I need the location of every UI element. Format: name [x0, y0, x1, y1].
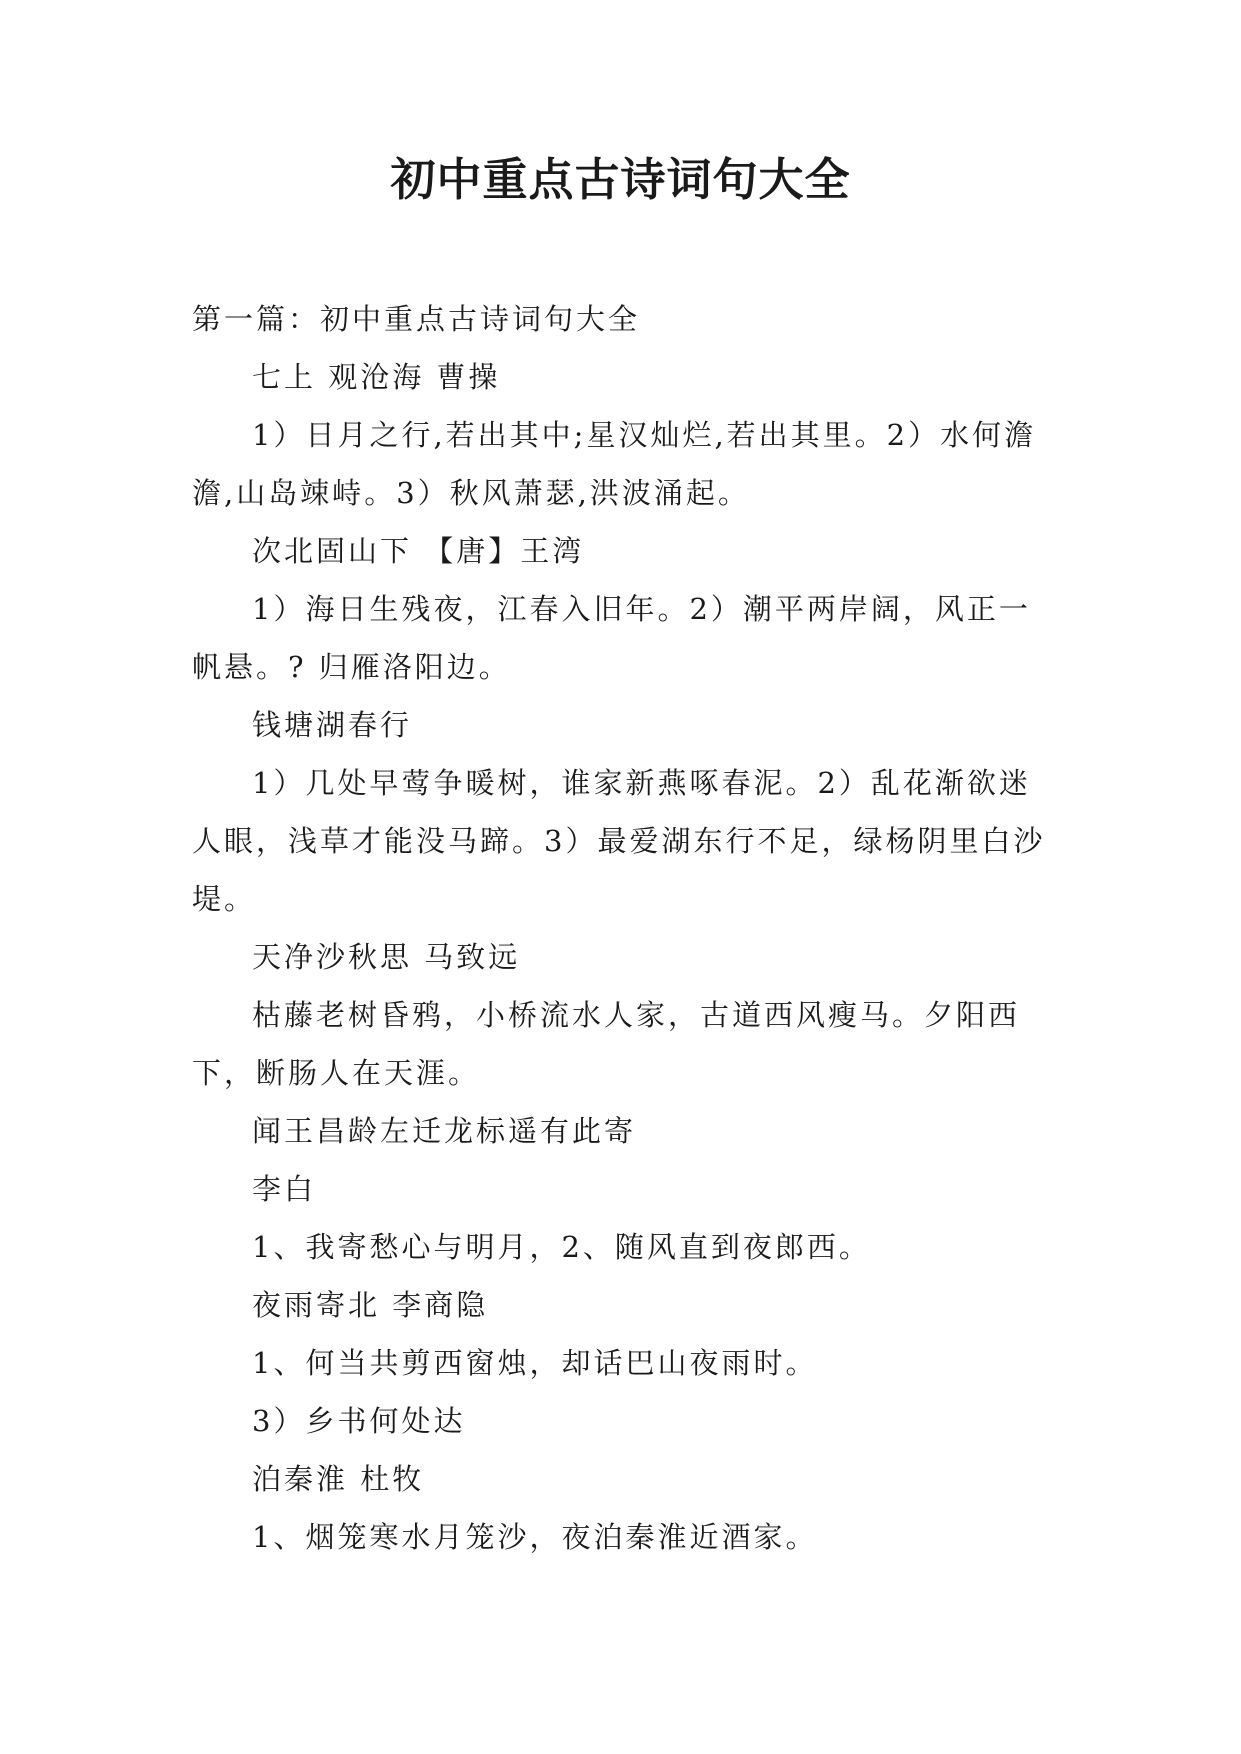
document-title: 初中重点古诗词句大全	[390, 153, 851, 206]
poem-lines: 1、烟笼寒水月笼沙，夜泊秦淮近酒家。	[252, 1520, 818, 1554]
poem-lines: 枯藤老树昏鸦，小桥流水人家，古道西风瘦马。夕阳西下，断肠人在天涯。	[192, 998, 1021, 1090]
poem-author: 李白	[252, 1172, 317, 1206]
poem-title: 闻王昌龄左迁龙标遥有此寄	[252, 1114, 637, 1148]
poem-lines: 1）日月之行,若出其中;星汉灿烂,若出其里。2）水何澹澹,山岛竦峙。3）秋风萧瑟,洪波涌起。	[192, 418, 1037, 510]
poem-lines: 1）海日生残夜，江春入旧年。2）潮平两岸阔，风正一帆悬。? 归雁洛阳边。	[192, 592, 1031, 684]
section-heading: 第一篇：初中重点古诗词句大全	[192, 302, 641, 336]
poem-lines: 1、何当共剪西窗烛，却话巴山夜雨时。	[252, 1346, 818, 1380]
poem-lines: 3）乡书何处达	[252, 1404, 466, 1438]
poem-title: 钱塘湖春行	[252, 708, 413, 742]
poem-title: 泊秦淮 杜牧	[252, 1462, 425, 1496]
poem-lines: 1）几处早莺争暖树，谁家新燕啄春泥。2）乱花渐欲迷人眼，浅草才能没马蹄。3）最爱湖东行不足，绿杨阴里白沙堤。	[192, 766, 1046, 916]
poem-title: 次北固山下 【唐】王湾	[252, 534, 585, 568]
poem-title: 天净沙秋思 马致远	[252, 940, 521, 974]
poem-title: 七上 观沧海 曹操	[252, 360, 501, 394]
poem-lines: 1、我寄愁心与明月，2、随风直到夜郎西。	[252, 1230, 871, 1264]
poem-title: 夜雨寄北 李商隐	[252, 1288, 489, 1322]
document-body	[192, 290, 1052, 1566]
